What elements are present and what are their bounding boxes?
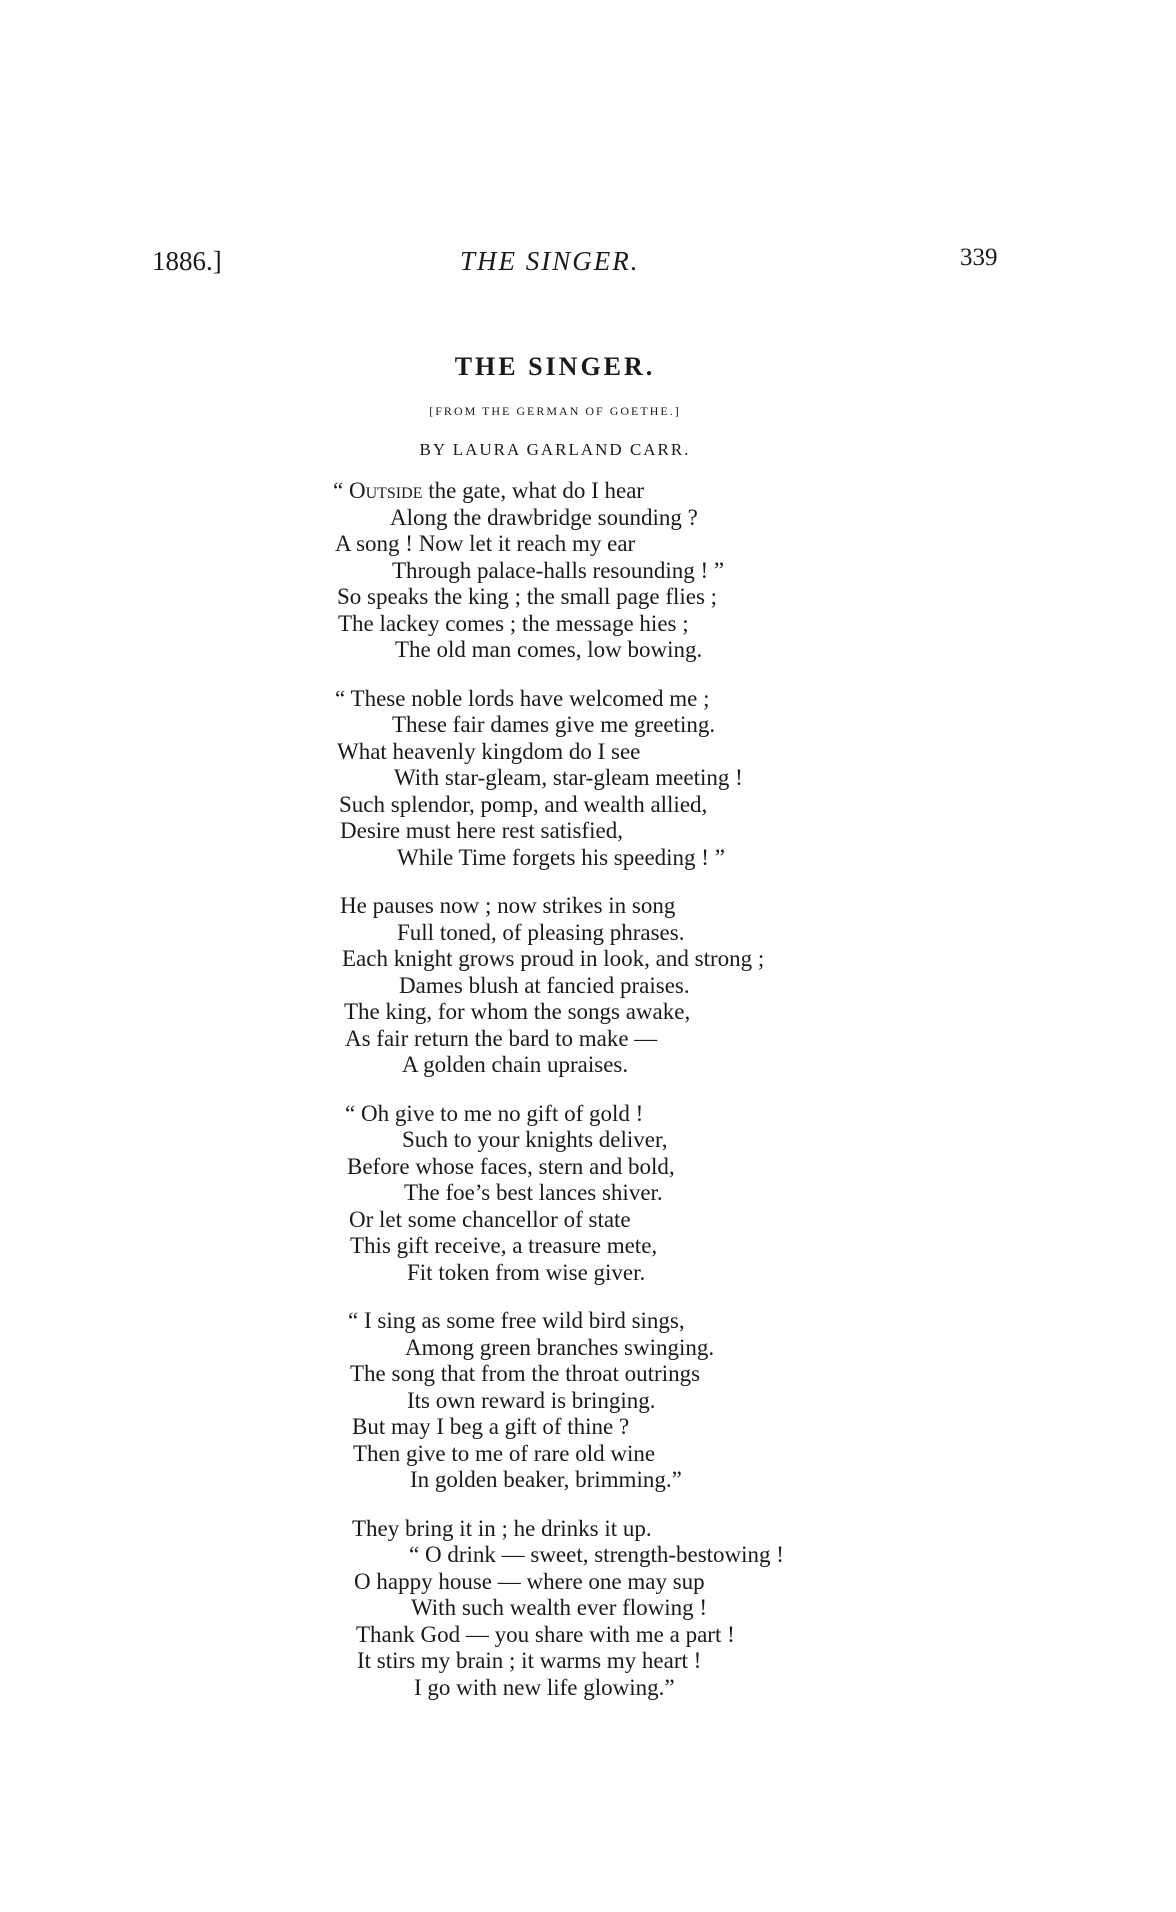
poem-line: I go with new life glowing.”	[414, 1674, 675, 1700]
poem-byline: BY LAURA GARLAND CARR.	[419, 440, 691, 459]
stanza	[333, 478, 1176, 664]
running-head-title: THE SINGER.	[460, 246, 640, 276]
poem-body	[0, 478, 1176, 1723]
poem-line: Among green branches swinging.	[405, 1334, 715, 1360]
poem-line: Through palace-halls resounding ! ”	[392, 557, 725, 583]
poem-line: As fair return the bard to make —	[345, 1025, 658, 1051]
poem-line: Before whose faces, stern and bold,	[347, 1153, 675, 1179]
poem-line: “ Oh give to me no gift of gold !	[345, 1100, 644, 1126]
poem-line: This gift receive, a treasure mete,	[350, 1233, 658, 1258]
poem-line: He pauses now ; now strikes in song	[340, 893, 676, 918]
poem-line: A golden chain upraises.	[402, 1052, 629, 1077]
poem-line: With such wealth ever flowing !	[411, 1595, 708, 1620]
running-head-year: 1886.]	[152, 246, 222, 276]
poem-line: “ I sing as some free wild bird sings,	[348, 1308, 685, 1333]
poem-line: They bring it in ; he drinks it up.	[352, 1515, 652, 1541]
poem-line: With star-gleam, star-gleam meeting !	[394, 765, 743, 790]
poem-line: What heavenly kingdom do I see	[337, 738, 641, 764]
poem-line: The lackey comes ; the message hies ;	[338, 610, 689, 636]
poem-line: Along the drawbridge sounding ?	[390, 504, 698, 530]
poem-line: The old man comes, low bowing.	[395, 637, 703, 662]
poem-line: So speaks the king ; the small page flies ;	[337, 584, 718, 609]
poem-line: “ O drink — sweet, strength-bestowing !	[409, 1542, 784, 1567]
stanza	[348, 1308, 1176, 1494]
poem-line: Full toned, of pleasing phrases.	[397, 919, 685, 945]
poem-line: O happy house — where one may sup	[354, 1568, 705, 1594]
poem-line-text: the gate, what do I hear	[422, 478, 645, 503]
poem-first-word: Outside	[348, 478, 423, 503]
poem-line: Dames blush at fancied praises.	[399, 972, 690, 998]
poem-line: Its own reward is bringing.	[407, 1387, 656, 1413]
opening-quote: “	[333, 478, 349, 503]
poem-line: Then give to me of rare old wine	[353, 1440, 656, 1466]
poem-line: The king, for whom the songs awake,	[344, 999, 691, 1024]
poem-line: Such to your knights deliver,	[402, 1127, 668, 1152]
stanza	[335, 686, 1176, 872]
poem-line: These fair dames give me greeting.	[392, 712, 716, 737]
poem-title: THE SINGER.	[454, 352, 656, 381]
poem-line: But may I beg a gift of thine ?	[352, 1414, 630, 1439]
poem-line: Or let some chancellor of state	[349, 1206, 631, 1232]
poem-line: Thank God — you share with me a part !	[356, 1621, 735, 1647]
poem-line: Fit token from wise giver.	[407, 1259, 646, 1285]
poem-line: The foe’s best lances shiver.	[404, 1180, 663, 1205]
poem-line: Each knight grows proud in look, and strong ;	[342, 946, 765, 971]
running-head	[0, 246, 1176, 286]
poem-line: “ These noble lords have welcomed me ;	[335, 685, 710, 711]
poem-line: It stirs my brain ; it warms my heart !	[357, 1648, 702, 1673]
poem-line: In golden beaker, brimming.”	[410, 1467, 682, 1492]
page-number: 339	[960, 244, 998, 271]
stanza	[340, 893, 1176, 1079]
poem-line: A song ! Now let it reach my ear	[335, 531, 636, 556]
stanza	[352, 1516, 1176, 1702]
stanza	[345, 1101, 1176, 1287]
poem-line: The song that from the throat outrings	[350, 1361, 701, 1386]
poem-line	[333, 478, 1176, 505]
poem-line: Such splendor, pomp, and wealth allied,	[339, 791, 708, 817]
poem-line: Desire must here rest satisfied,	[340, 818, 623, 843]
poem-line: While Time forgets his speeding ! ”	[397, 844, 725, 870]
poem-source: [FROM THE GERMAN OF GOETHE.]	[429, 404, 681, 418]
